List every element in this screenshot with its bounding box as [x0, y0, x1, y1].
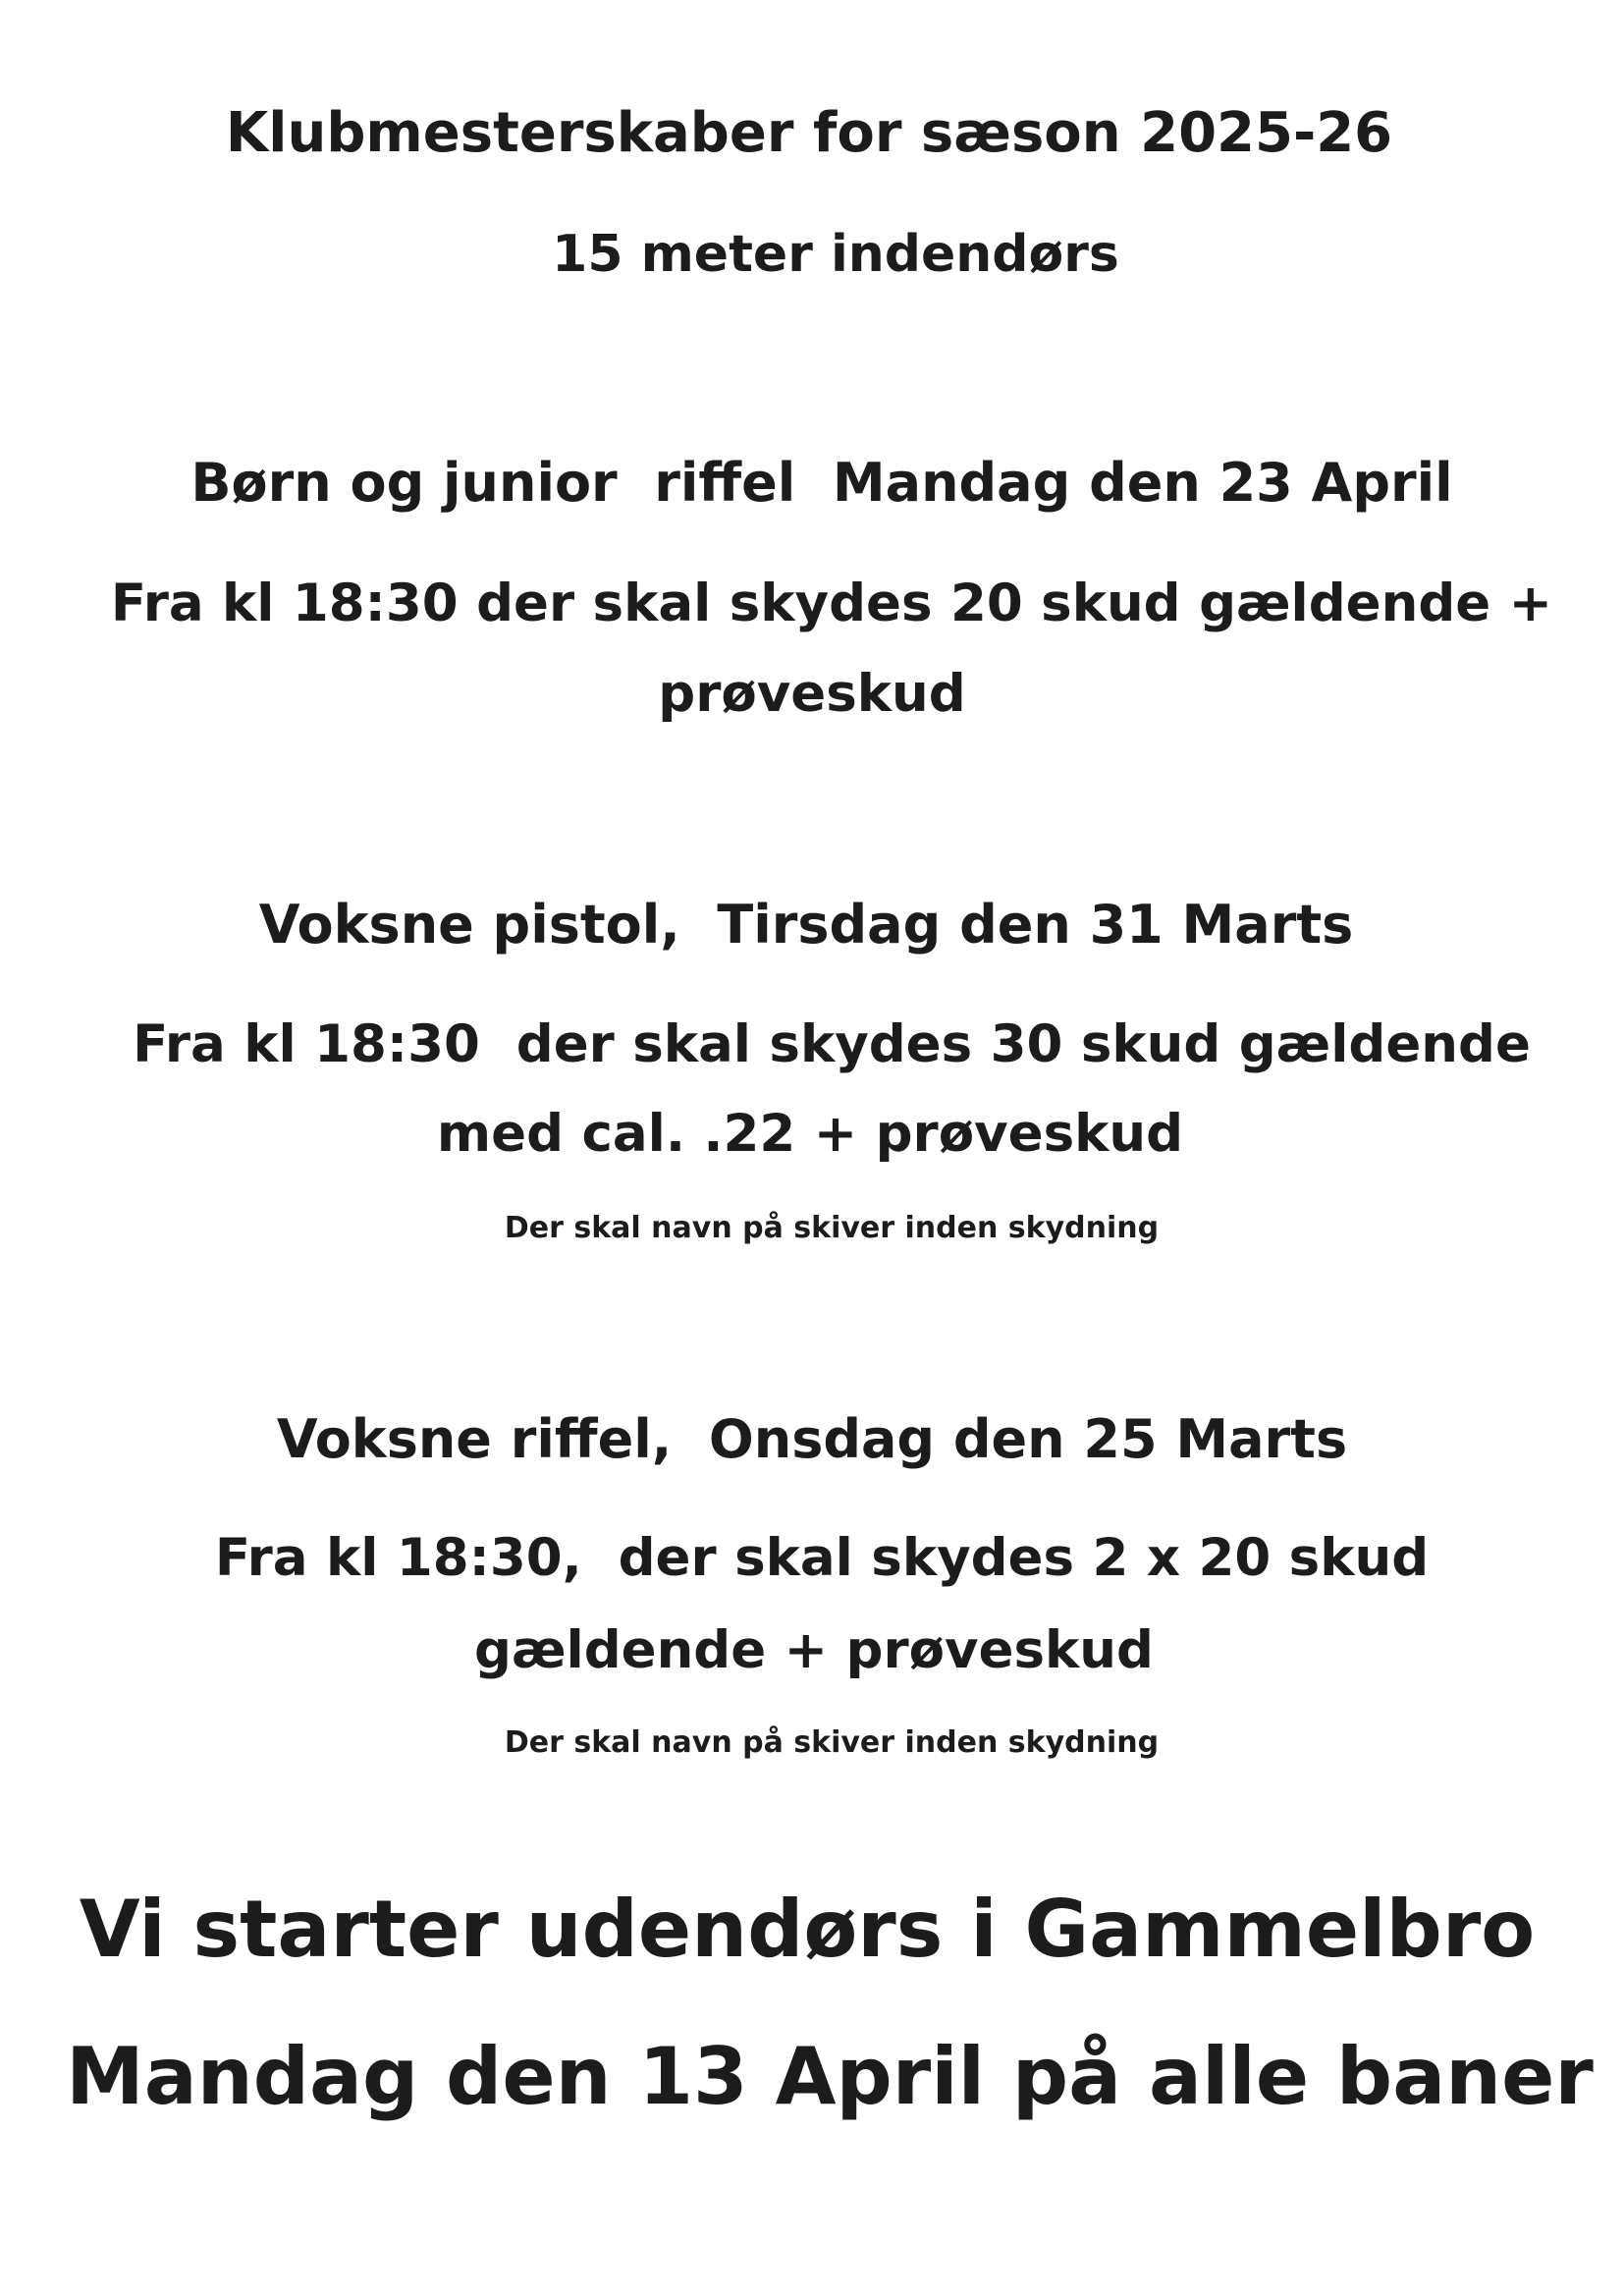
footer-announcement-line-1: Vi starter udendørs i Gammelbro [79, 1884, 1536, 1975]
section-line-junior-rifle-1: Fra kl 18:30 der skal skydes 20 skud gældende + [110, 574, 1553, 633]
page-title: Klubmesterskaber for sæson 2025-26 [225, 101, 1393, 165]
section-line-adult-rifle-1: Fra kl 18:30, der skal skydes 2 x 20 skud [214, 1528, 1430, 1588]
page-subtitle: 15 meter indendørs [552, 225, 1119, 284]
section-heading-junior-rifle: Børn og junior riffel Mandag den 23 April [190, 452, 1453, 514]
section-heading-adult-pistol: Voksne pistol, Tirsdag den 31 Marts [258, 894, 1354, 956]
section-line-adult-pistol-2: med cal. .22 + prøveskud [436, 1104, 1184, 1164]
footer-announcement-line-2: Mandag den 13 April på alle baner [66, 2031, 1594, 2122]
section-line-junior-rifle-2: prøveskud [658, 664, 966, 724]
section-note-adult-pistol: Der skal navn på skiver inden skydning [504, 1211, 1160, 1245]
section-heading-adult-rifle: Voksne riffel, Onsdag den 25 Marts [276, 1408, 1348, 1470]
section-note-adult-rifle: Der skal navn på skiver inden skydning [504, 1725, 1160, 1760]
section-line-adult-rifle-2: gældende + prøveskud [474, 1620, 1154, 1680]
section-line-adult-pistol-1: Fra kl 18:30 der skal skydes 30 skud gældende [133, 1014, 1531, 1074]
